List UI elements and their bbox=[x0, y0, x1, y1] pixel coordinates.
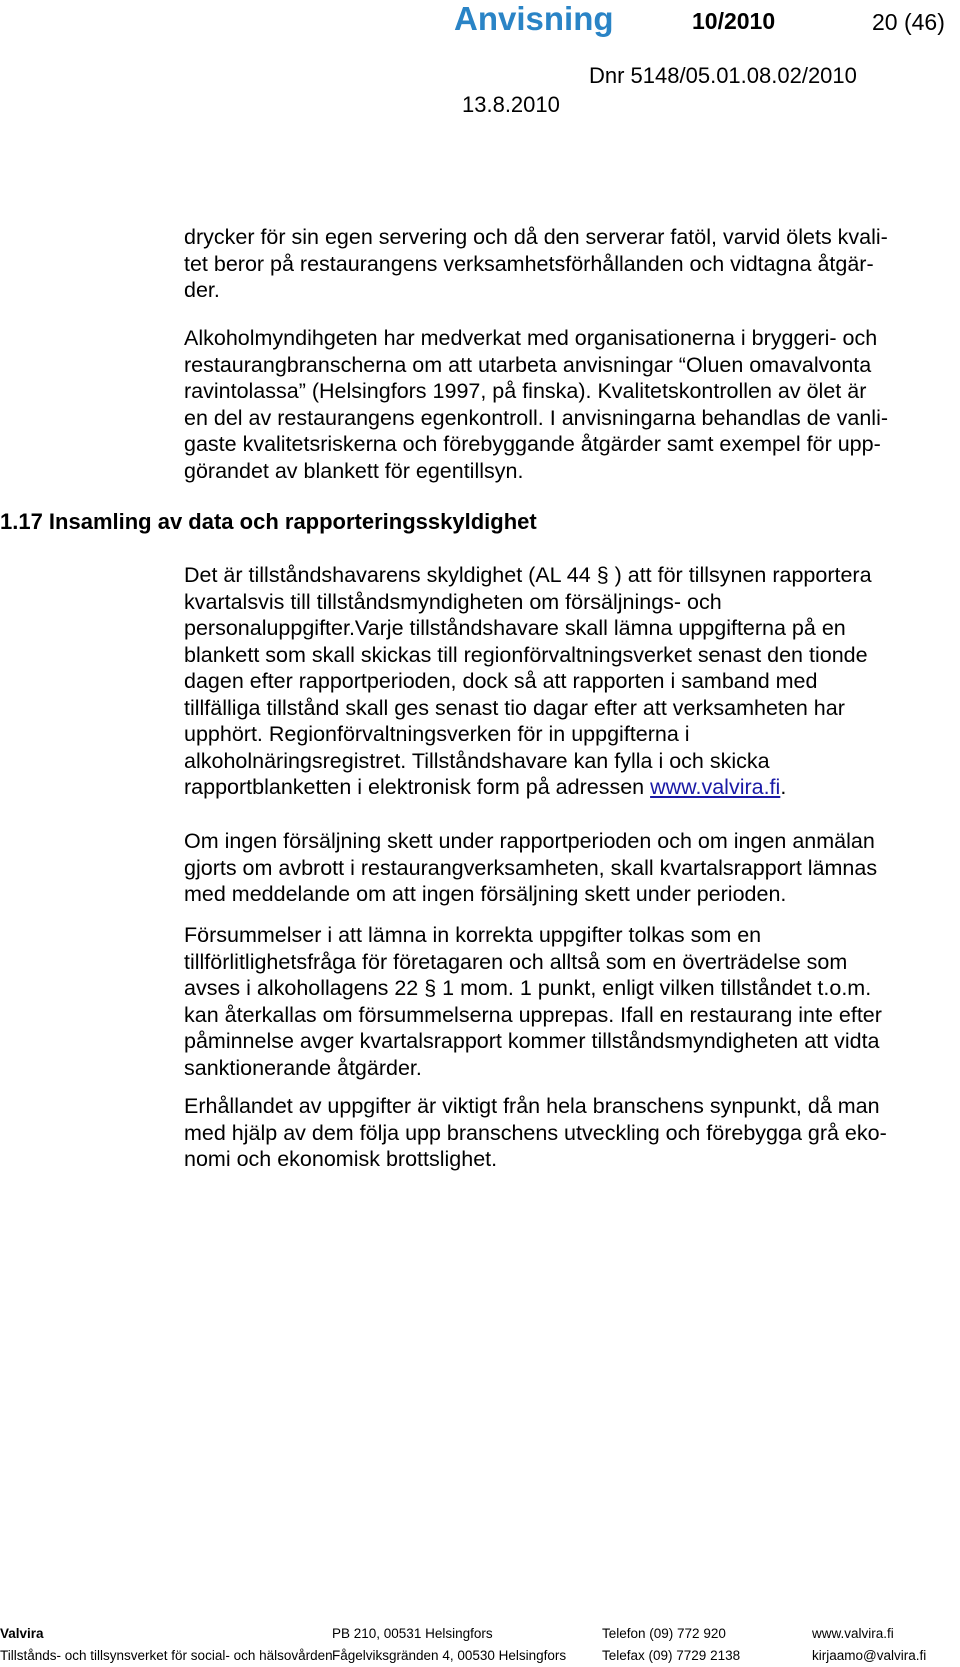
page-number: 20 (46) bbox=[872, 9, 945, 35]
document-number: 10/2010 bbox=[692, 8, 776, 34]
text-line: alkoholnäringsregistret. Tillståndshavare kan fylla i och skicka bbox=[184, 748, 770, 773]
footer-postal-address: PB 210, 00531 Helsingfors bbox=[332, 1626, 493, 1641]
paragraph-neglect bbox=[184, 922, 940, 1081]
footer-web: www.valvira.fi bbox=[812, 1626, 894, 1641]
text-line: tillförlitlighetsfråga för företagaren och alltså som en överträdelse som bbox=[184, 949, 848, 974]
text-line: kvartalsvis till tillståndsmyndigheten om försäljnings- och bbox=[184, 589, 722, 614]
registry-number: Dnr 5148/05.01.08.02/2010 bbox=[589, 63, 857, 88]
text-line: Om ingen försäljning skett under rapportperioden och om ingen anmälan bbox=[184, 829, 875, 853]
text-line: Alkoholmyndihgeten har medverkat med organisationerna i bryggeri- och bbox=[184, 326, 878, 350]
footer-email: kirjaamo@valvira.fi bbox=[812, 1648, 927, 1663]
footer-street-address: Fågelviksgränden 4, 00530 Helsingfors bbox=[332, 1648, 567, 1663]
text-line: Försummelser i att lämna in korrekta uppgifter tolkas som en bbox=[184, 923, 762, 947]
text-line: restaurangbranscherna om att utarbeta anvisningar “Oluen omavalvonta bbox=[184, 352, 872, 377]
section-heading: 1.17 Insamling av data och rapporteringsskyldighet bbox=[0, 509, 537, 534]
text-line: drycker för sin egen servering och då den serverar fatöl, varvid ölets kvali- bbox=[184, 225, 888, 249]
valvira-website-link[interactable]: www.valvira.fi bbox=[650, 775, 781, 799]
text-line: der. bbox=[184, 278, 220, 302]
document-title: Anvisning bbox=[454, 0, 614, 37]
text-line: blankett som skall skickas till regionförvaltningsverket senast den tionde bbox=[184, 642, 868, 667]
text-line: personaluppgifter.Varje tillståndshavare skall lämna uppgifterna på en bbox=[184, 616, 846, 640]
footer-phone: Telefon (09) 772 920 bbox=[602, 1626, 726, 1641]
text-line: dagen efter rapportperioden, dock så att rapporten i samband med bbox=[184, 669, 818, 693]
text-line: med meddelande om att ingen försäljning skett under perioden. bbox=[184, 882, 787, 906]
text-segment: . bbox=[780, 775, 787, 799]
text-line: kan återkallas om försummelserna upprepas. Ifall en restaurang inte efter bbox=[184, 1002, 882, 1027]
text-line: med hjälp av dem följa upp branschens utveckling och förebygga grå eko- bbox=[184, 1120, 887, 1145]
paragraph-intro-continuation bbox=[184, 224, 940, 304]
text-line: ravintolassa” (Helsingfors 1997, på finska). Kvalitetskontrollen av ölet är bbox=[184, 379, 867, 403]
text-line bbox=[184, 774, 940, 801]
document-date: 13.8.2010 bbox=[462, 92, 560, 117]
footer-org-full: Tillstånds- och tillsynsverket för social- och hälsovården bbox=[0, 1648, 333, 1663]
paragraph-reporting-duty bbox=[184, 562, 940, 801]
text-line: tillfälliga tillstånd skall ges senast tio dagar efter att verksamheten har bbox=[184, 695, 845, 720]
text-line: påminnelse avger kvartalsrapport kommer tillståndsmyndigheten att vidta bbox=[184, 1029, 880, 1053]
text-line: gjorts om avbrott i restaurangverksamheten, skall kvartalsrapport lämnas bbox=[184, 855, 878, 880]
paragraph-industry-data bbox=[184, 1093, 940, 1173]
paragraph-no-sales bbox=[184, 828, 940, 908]
text-line: sanktionerande åtgärder. bbox=[184, 1055, 422, 1080]
text-line: upphört. Regionförvaltningsverken för in uppgifterna i bbox=[184, 722, 690, 746]
footer-org: Valvira bbox=[0, 1626, 44, 1641]
paragraph-beer-quality bbox=[184, 325, 940, 484]
text-line: görandet av blankett för egentillsyn. bbox=[184, 458, 524, 483]
text-line: gaste kvalitetsriskerna och förebyggande åtgärder samt exempel för upp- bbox=[184, 432, 881, 456]
text-line: en del av restaurangens egenkontroll. I anvisningarna behandlas de vanli- bbox=[184, 405, 888, 430]
text-line: Det är tillståndshavarens skyldighet (AL 44 § ) att för tillsynen rapportera bbox=[184, 563, 872, 587]
text-segment: rapportblanketten i elektronisk form på adressen bbox=[184, 775, 651, 799]
text-line: tet beror på restaurangens verksamhetsförhållanden och vidtagna åtgär- bbox=[184, 251, 874, 276]
text-line: Erhållandet av uppgifter är viktigt från hela branschens synpunkt, då man bbox=[184, 1094, 880, 1118]
text-line: nomi och ekonomisk brottslighet. bbox=[184, 1147, 498, 1171]
footer-fax: Telefax (09) 7729 2138 bbox=[602, 1648, 741, 1663]
text-line: avses i alkohollagens 22 § 1 mom. 1 punkt, enligt vilken tillståndet t.o.m. bbox=[184, 976, 872, 1000]
